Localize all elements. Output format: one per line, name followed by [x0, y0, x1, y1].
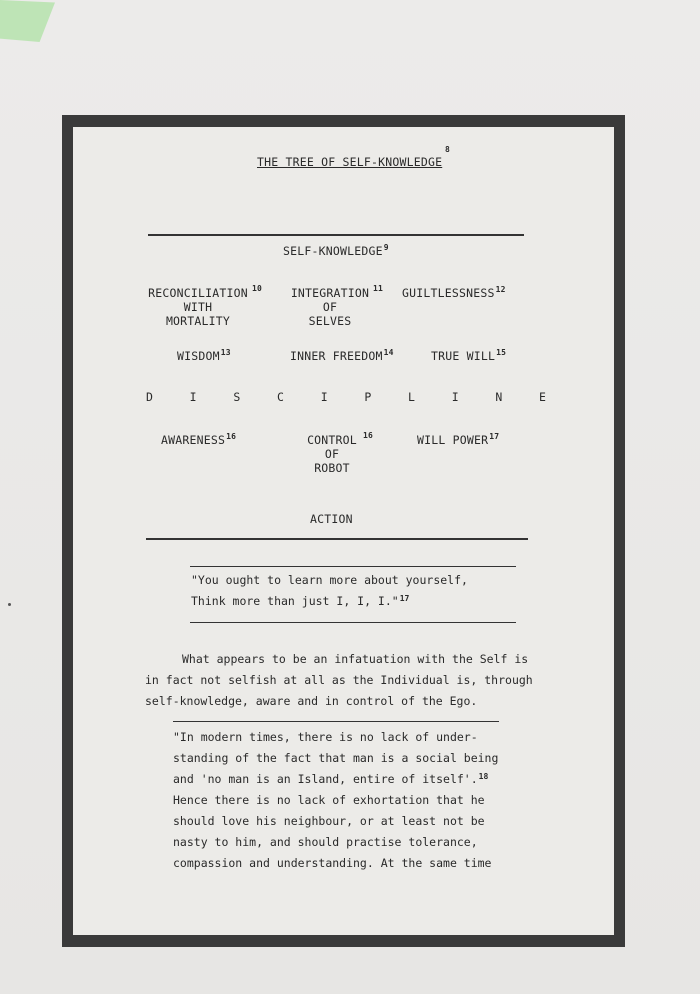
- node-integration: INTEGRATION 11 OF SELVES: [290, 284, 383, 328]
- node-wisdom: WISDOM$^{13}$: [177, 348, 231, 363]
- body-paragraph: What appears to be an infatuation with the Self is in fact not selfish at all as the Individual is, through self-knowledge, aware and in control of the Ego.: [145, 652, 533, 708]
- discipline-spaced-word: D I S C I P L I N E: [146, 390, 546, 404]
- node-reconciliation: RECONCILIATION 10 WITH MORTALITY: [148, 284, 262, 328]
- node-true-will: TRUE WILL$^{15}$: [431, 348, 507, 363]
- node-control-of-robot: CONTROL 16 OF ROBOT: [307, 431, 373, 475]
- node-guiltlessness: GUILTLESSNESS$^{12}$: [402, 285, 506, 300]
- quote2-block: "In modern times, there is no lack of under- standing of the fact that man is a social being and 'no man is an Island, entire of itself'.$^{18}$ Hence there is no lack of exhortation that he should love his neighbour, or at least not be nasty to him, and should practise tolerance, compassion and understanding. At the same time: [173, 730, 499, 870]
- quote1-bottom-rule: [190, 622, 516, 623]
- top-rule: [148, 234, 524, 236]
- quote2-top-rule: [173, 721, 499, 722]
- node-will-power: WILL POWER$^{17}$: [417, 432, 500, 447]
- quote1-top-rule: [190, 566, 516, 567]
- tree-apex: SELF-KNOWLEDGE$^9$: [283, 243, 389, 258]
- node-awareness: AWARENESS$^{16}$: [161, 432, 237, 447]
- quote1-block: "You ought to learn more about yourself, Think more than just I, I, I."$^{17}$: [191, 573, 468, 608]
- tree-base-action: ACTION: [310, 512, 353, 526]
- ink-speck: [8, 603, 11, 606]
- page-title: THE TREE OF SELF-KNOWLEDGE: [257, 155, 443, 169]
- bottom-rule: [146, 538, 528, 540]
- node-inner-freedom: INNER FREEDOM$^{14}$: [290, 348, 394, 363]
- title-footnote: 8: [445, 145, 451, 154]
- sticky-note-tab: [0, 0, 55, 42]
